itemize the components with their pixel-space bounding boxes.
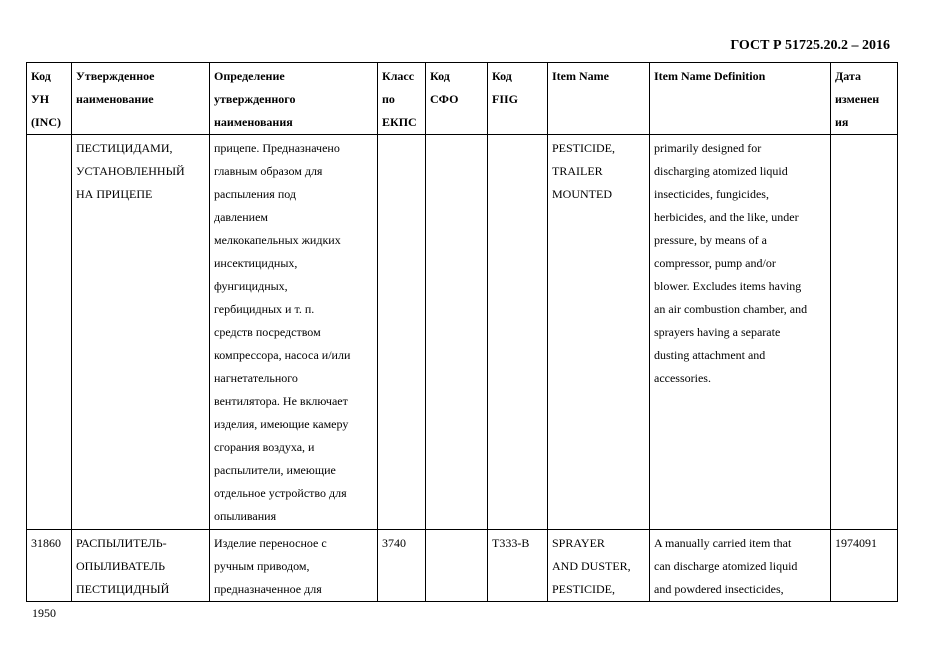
header-change-date: Дата изменен ия — [831, 63, 898, 135]
cell-definition-en: primarily designed for discharging atomized liquid insecticides, fungicides, herbicides, and the like, under pressure, by means of a compressor, pump and/or blower. Excludes items having an air combustion chamber, and sprayers having a separate dusting attachment and accessories. — [650, 135, 831, 530]
cell-approved-name: ПЕСТИЦИДАМИ, УСТАНОВЛЕННЫЙ НА ПРИЦЕПЕ — [72, 135, 210, 530]
cell-code: 31860 — [27, 530, 72, 602]
table-header-row — [27, 63, 898, 135]
cell-class: 3740 — [378, 530, 426, 602]
cell-item-name: PESTICIDE, TRAILER MOUNTED — [548, 135, 650, 530]
header-fiig: Код FIIG — [488, 63, 548, 135]
table-row — [27, 135, 898, 530]
cell-approved-name: РАСПЫЛИТЕЛЬ- ОПЫЛИВАТЕЛЬ ПЕСТИЦИДНЫЙ — [72, 530, 210, 602]
document-title: ГОСТ Р 51725.20.2 – 2016 — [730, 38, 890, 53]
cell-sfo — [426, 135, 488, 530]
cell-fiig: T333-B — [488, 530, 548, 602]
header-code-inc: Код УН (INC) — [27, 63, 72, 135]
cell-change-date — [831, 135, 898, 530]
cell-class — [378, 135, 426, 530]
cell-definition-en: A manually carried item that can discharge atomized liquid and powdered insecticides, — [650, 530, 831, 602]
cell-item-name: SPRAYER AND DUSTER, PESTICIDE, — [548, 530, 650, 602]
catalog-table — [26, 62, 898, 602]
header-definition: Определение утвержденного наименования — [210, 63, 378, 135]
header-approved-name: Утвержденное наименование — [72, 63, 210, 135]
cell-definition-ru: прицепе. Предназначено главным образом для распыления под давлением мелкокапельных жидких инсектицидных, фунгицидных, гербицидных и т. п. средств посредством компрессора, насоса и/или нагнетательного вентилятора. Не включает изделия, имеющие камеру сгорания воздуха, и распылители, имеющие отдельное устройство для опыливания — [210, 135, 378, 530]
table-row — [27, 530, 898, 602]
page-number: 1950 — [32, 606, 56, 620]
cell-code — [27, 135, 72, 530]
cell-sfo — [426, 530, 488, 602]
cell-definition-ru: Изделие переносное с ручным приводом, предназначенное для — [210, 530, 378, 602]
header-sfo: Код СФО — [426, 63, 488, 135]
header-class: Класс по ЕКПС — [378, 63, 426, 135]
cell-change-date: 1974091 — [831, 530, 898, 602]
header-item-name-definition: Item Name Definition — [650, 63, 831, 135]
cell-fiig — [488, 135, 548, 530]
header-item-name: Item Name — [548, 63, 650, 135]
